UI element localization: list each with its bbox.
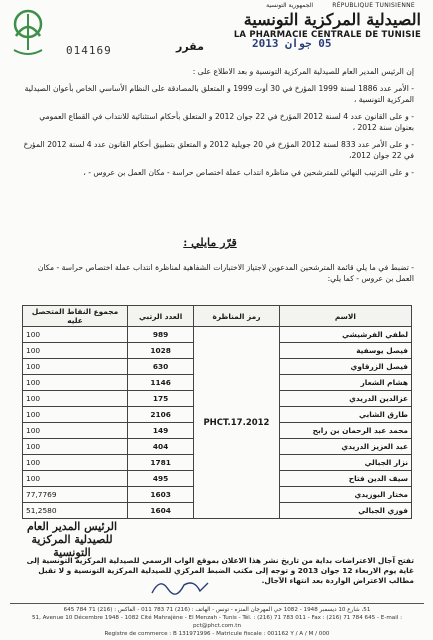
candidate-points: 100 bbox=[23, 455, 128, 471]
candidate-points: 100 bbox=[23, 343, 128, 359]
decision-text-body: - تضبط في ما يلي قائمة المترشحين المدعوين لاجتياز الاختبارات الشفاهية لمناظرة انتداب عملة اختصاص حراسة - مكان العمل بن عروس - كما يلي: bbox=[38, 263, 414, 283]
document-type: مقرر bbox=[176, 40, 204, 53]
signer-title-line1: الرئيس المدير العام bbox=[26, 520, 118, 533]
candidate-rank: 1603 bbox=[128, 487, 194, 503]
candidate-rank: 404 bbox=[128, 439, 194, 455]
col-points-header: مجموع النقاط المتحصل عليه bbox=[23, 306, 128, 327]
candidate-name: فيصل الزرقاوي bbox=[279, 359, 411, 375]
candidate-rank: 1028 bbox=[128, 343, 194, 359]
decides-heading: قرّر مايلي : bbox=[183, 236, 237, 249]
candidate-name: طارق الشابي bbox=[279, 407, 411, 423]
candidate-name: فيصل يوسفية bbox=[279, 343, 411, 359]
serial-number: 014169 bbox=[66, 44, 112, 57]
org-name-fr: LA PHARMACIE CENTRALE DE TUNISIE bbox=[233, 30, 421, 40]
candidate-rank: 495 bbox=[128, 471, 194, 487]
table-body bbox=[23, 327, 412, 519]
signature-block bbox=[12, 520, 132, 559]
candidate-name: لطفي الفرشيشي bbox=[279, 327, 411, 343]
candidate-rank: 989 bbox=[128, 327, 194, 343]
candidate-points: 100 bbox=[23, 407, 128, 423]
candidate-points: 100 bbox=[23, 391, 128, 407]
preamble-intro: إن الرئيس المدير العام للصيدلية المركزية التونسية و بعد الاطلاع على : bbox=[192, 67, 414, 76]
competition-code: PHCT.17.2012 bbox=[194, 327, 280, 519]
signer-title-line2: للصيدلية المركزية التونسية bbox=[31, 533, 113, 559]
col-code-header: رمز المناظرة bbox=[194, 306, 280, 327]
preamble-item: - و على الأمر عدد 833 لسنة 2012 المؤرخ في 20 جويلية 2012 و المتعلق بتطبيق أحكام القانون عدد 4 لسنة 2012 المؤرخ في 22 جوان 2012، bbox=[22, 139, 414, 161]
date-stamp: 05 جوان 2013 bbox=[252, 37, 332, 50]
footer-address-ar: 51، شارع 10 ديسمبر 1948 - 1082 حي المهرجان المنزه - تونس - الهاتف : (216) 71 783 011 - الفاكس : (216) 71 784 645 bbox=[63, 607, 371, 613]
candidate-points: 100 bbox=[23, 423, 128, 439]
preamble-item: - و على القانون عدد 4 لسنة 2012 المؤرخ في 22 جوان 2012 و المتعلق بأحكام استثنائية للانتداب في القطاع العمومي بعنوان سنة 2012 ، bbox=[22, 111, 414, 133]
candidate-rank: 175 bbox=[128, 391, 194, 407]
republic-fr: RÉPUBLIQUE TUNISIENNE bbox=[332, 2, 415, 9]
footer-registry: Registre de commerce : B 131971996 - Matricule fiscale : 001162 Y / A / M / 000 bbox=[104, 631, 330, 637]
decision-text bbox=[22, 262, 414, 284]
objection-notice: تفتح آجال الاعتراضات بداية من تاريخ نشر هذا الاعلان بموقع الواب الرسمي للصيدلية المركزية التونسية إلى غاية يوم الاربعاء 12 جوان 2013 و توجه إلى مكتب الضبط المركزي للصيدلية المركزية التونسية و لا تقبل مطالب الاعتراض الواردة بعد انتهاء الآجال. bbox=[26, 556, 414, 585]
preamble-item: - و على الترتيب النهائي للمترشحين في مناظرة انتداب عملة اختصاص حراسة - مكان العمل بن عروس - ، bbox=[22, 167, 414, 178]
candidate-points: 100 bbox=[23, 327, 128, 343]
preamble bbox=[22, 66, 414, 184]
republic-ar: الجمهورية التونسية bbox=[266, 2, 313, 9]
candidate-name: نزار الجبالي bbox=[279, 455, 411, 471]
org-name-ar: الصيدلية المركزية التونسية bbox=[243, 10, 421, 29]
candidate-points: 100 bbox=[23, 359, 128, 375]
handwritten-signature-icon bbox=[150, 575, 210, 599]
candidate-rank: 2106 bbox=[128, 407, 194, 423]
pharmacie-logo-icon bbox=[6, 6, 50, 60]
footer-divider bbox=[10, 603, 424, 604]
candidate-name: مختار البوزيدي bbox=[279, 487, 411, 503]
candidates-table bbox=[22, 305, 412, 519]
col-rank-header: العدد الرتبي bbox=[128, 306, 194, 327]
candidate-rank: 1146 bbox=[128, 375, 194, 391]
table-header-row bbox=[23, 306, 412, 327]
candidate-points: 51,2580 bbox=[23, 503, 128, 519]
candidate-rank: 149 bbox=[128, 423, 194, 439]
footer bbox=[10, 606, 424, 638]
table-row bbox=[23, 327, 412, 343]
footer-address-fr: 51, Avenue 10 Décembre 1948 - 1082 Cité Mahrajène - El Menzah - Tunis - Tél. : (216) 71 783 011 - Fax : (216) 71 784 645 - E-mail : pct@phct.com.tn bbox=[31, 615, 403, 629]
candidate-name: عبد العزيز الدريدي bbox=[279, 439, 411, 455]
candidate-points: 100 bbox=[23, 439, 128, 455]
candidate-rank: 630 bbox=[128, 359, 194, 375]
col-name-header: الاسم bbox=[279, 306, 411, 327]
candidate-points: 100 bbox=[23, 471, 128, 487]
candidate-name: عزالدين الدريدي bbox=[279, 391, 411, 407]
candidate-points: 77,7769 bbox=[23, 487, 128, 503]
candidate-name: محمد عبد الرحمان بن رابح bbox=[279, 423, 411, 439]
candidate-name: فوزي الجبالي bbox=[279, 503, 411, 519]
candidate-name: هشام الشعار bbox=[279, 375, 411, 391]
candidate-rank: 1781 bbox=[128, 455, 194, 471]
preamble-item: - الأمر عدد 1886 لسنة 1999 المؤرخ في 30 أوت 1999 و المتعلق بالمصادقة على النظام الأساسي الخاص بأعوان الصيدلية المركزية التونسية ، bbox=[22, 83, 414, 105]
candidate-name: سيف الدين فتاح bbox=[279, 471, 411, 487]
candidate-points: 100 bbox=[23, 375, 128, 391]
candidate-rank: 1604 bbox=[128, 503, 194, 519]
